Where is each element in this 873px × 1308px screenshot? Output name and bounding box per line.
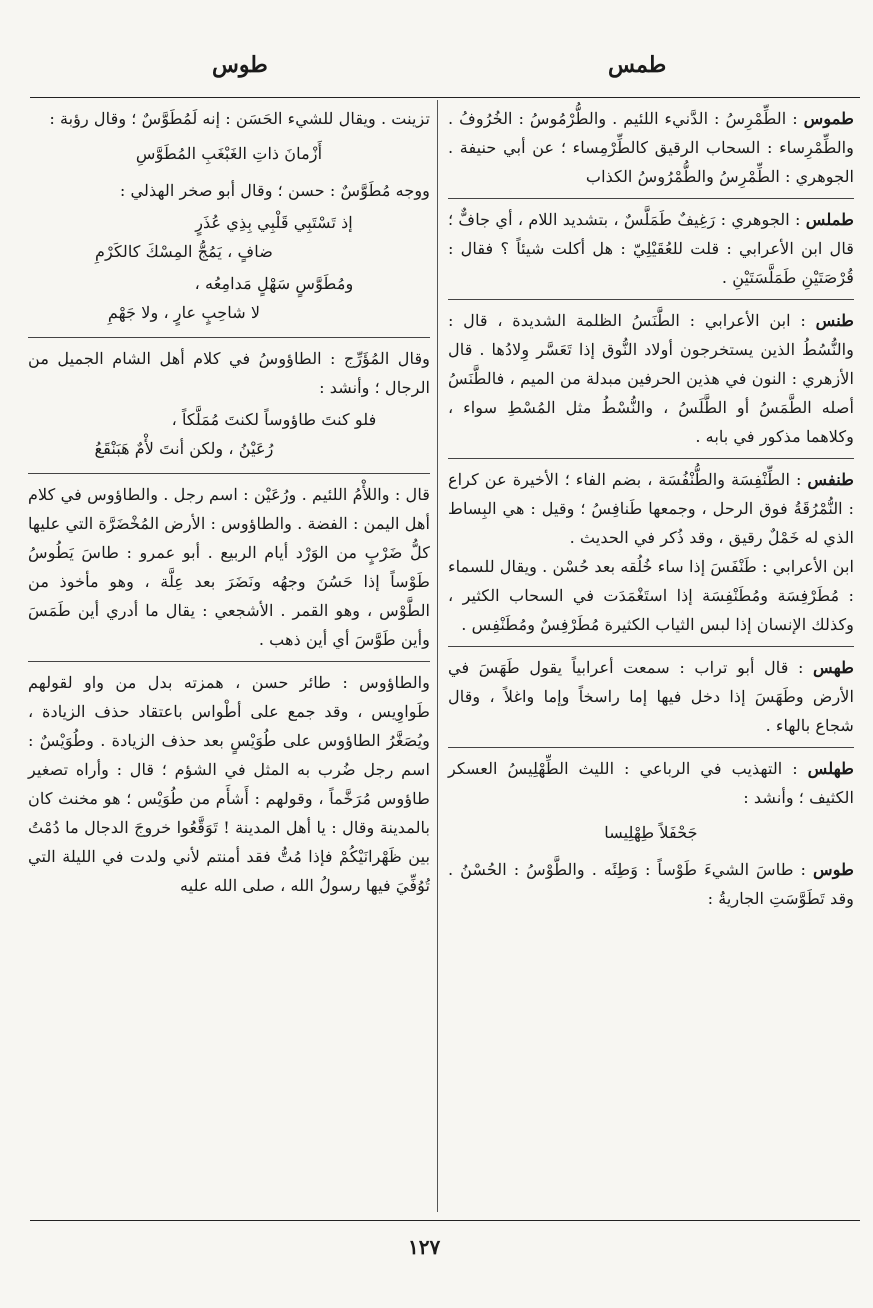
entry-muarrij — [28, 344, 430, 474]
entry-tanfas — [448, 465, 854, 647]
entry-paragraph: ووجه مُطَوَّسٌ : حسن ؛ وقال أبو صخر الهذلي : — [119, 181, 430, 200]
headword: طنس — [815, 311, 854, 330]
headword: طملس — [805, 210, 854, 229]
verse-hemistich: رُعَيْنُ ، ولكن أنتَ لأْمٌ هَبَنْقَعُ — [94, 439, 274, 458]
entry-paragraph: وقال المُؤَرِّج : الطاؤوسُ في كلام أهل الشام الجميل من الرجال ؛ وأنشد : — [28, 349, 430, 397]
headword: طهلس — [807, 759, 854, 778]
page-number: ١٢٧ — [408, 1235, 441, 1259]
entry-paragraph: تزينت . ويقال للشيء الحَسَن : إنه لَمُطَوَّسٌ ؛ وقال رؤبة : — [49, 109, 430, 128]
entry-text: : الطِّمْرِسُ : الدَّنيء اللئيم . والطُّرْمُوسُ : الخُرُوفُ . والطِّمْرِساء : السحاب الرقيق كالطِّرْمِساء ؛ عن أبي حنيفة . الجوهري : الطِّمْرِسُ والطُّمْرُوسُ الكذاب — [448, 109, 854, 186]
entry-text: : التهذيب في الرباعي : الليث الطِّهْلِيسُ العسكر الكثيف ؛ وأنشد : — [448, 759, 854, 807]
verse-line: أَزْمانَ ذاتِ الغَبْغَبِ المُطَوَّسِ — [135, 144, 323, 163]
left-column — [28, 104, 430, 913]
headword: طنفس — [807, 470, 854, 489]
entry-tarmas — [448, 104, 854, 199]
verse-hemistich: فلو كنتَ طاؤوساً لكنتَ مُمَلَّكاً ، — [171, 410, 377, 429]
entry-text: : قال أبو تراب : سمعت أعرابياً يقول طَهَسَ في الأرض وطَهَسَ إذا دخل فيها إما راسخاً وإما واغلاً ، وقال شجاع بالهاء . — [448, 658, 854, 735]
entry-tawas-cont — [28, 104, 430, 338]
verse-line: جَحْفَلاً طِهْلِيسا — [604, 823, 698, 842]
entry-paragraph: قال : واللأْمُ اللئيم . ورُعَيْن : اسم رجل . والطاؤوس في كلام أهل اليمن : الفضة . والطاؤوس : الأرض المُخْضَرَّة التي عليها كلُّ ضَرْبٍ من الوَرْد أيام الربيع . أبو عمرو : طاسَ يَطُوسُ طَوْساً إذا حَسُنَ وجهُه ونَضَرَ بعد عِلَّة ، وهو مأخوذ من الطَّوْس ، وهو القمر . الأشجعي : يقال ما أدري أين طَمَسَ وأين طَوَّسَ أي أين ذهب . — [28, 485, 430, 649]
verse-hemistich: ضافٍ ، يَمُجُّ المِسْكَ كالكَرْمِ — [95, 242, 273, 261]
headword: طهس — [813, 658, 854, 677]
right-column — [448, 104, 854, 926]
entry-paragraph: ابن الأعرابي : طَنْفَسَ إذا ساء خُلُقه بعد حُسْن . ويقال للسماء : مُطَرْفِسَة ومُطَنْفِسَة إذا استَغْمَدَت في السحاب الكثير ، وكذلك الإنسان إذا لبس الثياب الكثيرة مُطَرْفِسٌ ومُطَنْفِس . — [448, 557, 854, 634]
verse-couplet — [28, 269, 430, 327]
column-divider — [437, 100, 438, 1212]
entry-text: : الجوهري : رَغِيفٌ طَمَلَّسٌ ، بتشديد اللام ، أي جافٌّ ؛ قال ابن الأعرابي : قلت للعُقَيْلِيّ : هل أكلت شيئاً ؟ فقال : قُرْصَتَيْنِ طَمَلَّسَتَيْنِ . — [448, 210, 854, 287]
entry-tawus — [28, 668, 430, 907]
entry-text: : الطِّنْفِسَة والطُّنْفُسَة ، بضم الفاء ؛ الأخيرة عن كراع : النُّمْرُقَةُ فوق الرحل ، وجمعها طَنافِسُ ؛ وقيل : هي البِساط الذي له خَمْلٌ رقيق ، وقد ذُكر في الحديث . — [448, 470, 854, 547]
entry-tahas — [448, 653, 854, 748]
entry-tanas — [448, 306, 854, 459]
verse-hemistich: لا شاحِبٍ عارٍ ، ولا جَهْمِ — [107, 303, 261, 322]
footer-rule — [30, 1220, 860, 1221]
entry-paragraph: والطاؤوس : طائر حسن ، همزته بدل من واو لقولهم طَواوِيس ، وقد جمع على أطْواس باعتقاد حذف الزيادة ، ويُصَغَّرُ الطاؤوس على طُوَيْسٍ بعد حذف الزيادة . وطُوَيْسٌ : اسم رجل ضُرب به المثل في الشؤم ؛ قال : وأراه تصغير طاؤوس مُرَخَّماً ، وقولهم : أَشأَم من طُوَيْس ؛ هو مخنث كان بالمدينة وقال : يا أهل المدينة ! تَوَقَّعُوا خروجَ الدجال ما دُمْتُ بين ظَهْرانَيْكُمْ فإذا مُتُّ فقد أمنتم لأني ولدت في الليلة التي تُوُفِّيَ فيها رسولُ الله ، صلى الله عليه — [28, 673, 430, 895]
verse-hemistich: إذ تَسْتَبِي قَلْبِي بِذِي عُذَرٍ — [195, 213, 353, 232]
running-header-right: طمس — [608, 52, 667, 78]
header-rule — [30, 97, 860, 98]
verse-couplet — [28, 208, 430, 266]
entry-tamlas — [448, 205, 854, 300]
headword: طموس — [803, 109, 854, 128]
verse-couplet — [28, 405, 430, 463]
verse-hemistich: ومُطَوَّسٍ سَهْلٍ مَدامِعُه ، — [194, 274, 354, 293]
entry-text: : ابن الأعرابي : الطَّنَسُ الظلمة الشديدة ، قال : والنُّسُطُ الذين يستخرجون أولاد النُّوق إذا تَعَسَّر وِلادُها . قال الأزهري : النون في هذين الحرفين مبدلة من الميم ، فالطَّنَسُ أصله الطَّمَسُ أو الطَّلَسُ ، والنُّسْطُ مثل المُسْطِ سواء ، وكلاهما مذكور في بابه . — [448, 311, 854, 446]
entry-tahlas — [448, 754, 854, 920]
running-header-left: طوس — [212, 52, 268, 78]
entry-laam — [28, 480, 430, 662]
headword: طوس — [812, 860, 854, 879]
entry-text: : طاسَ الشيءَ طَوْساً : وَطِئَه . والطَّوْسُ : الحُسْنُ . وقد تَطَوَّسَتِ الجاريةُ : — [448, 860, 854, 908]
